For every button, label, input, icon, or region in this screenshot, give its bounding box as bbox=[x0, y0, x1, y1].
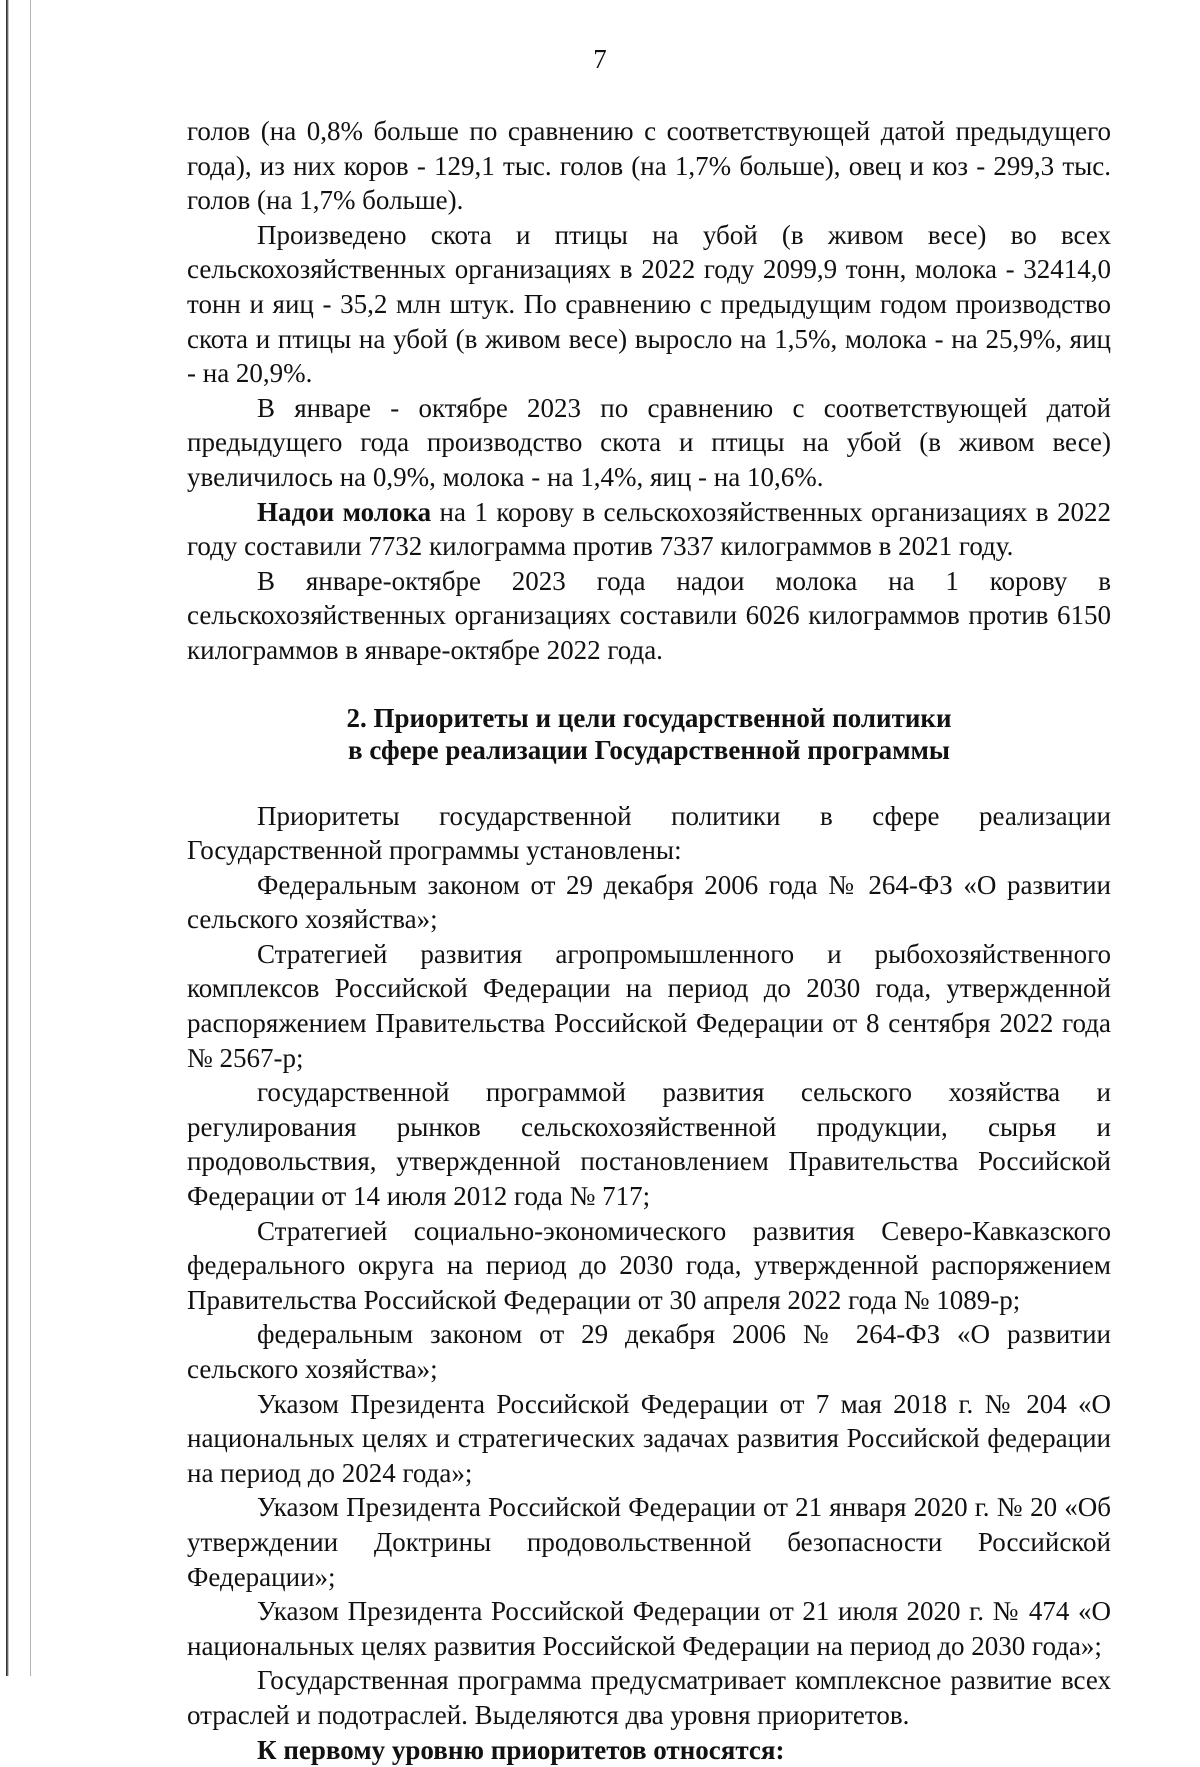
section-heading-line-1: 2. Приоритеты и цели государственной политики bbox=[187, 702, 1111, 734]
section-priorities-paragraphs bbox=[187, 799, 1111, 1767]
paragraph bbox=[187, 937, 1111, 1075]
paragraph-text: Произведено скота и птицы на убой (в живом весе) во всех сельскохозяйственных организациях в 2022 году 2099,9 тонн, молока - 32414,0 тонн и яиц - 35,2 млн штук. По сравнению с предыдущим годом производство скота и птицы на убой (в живом весе) выросло на 1,5%, молока - на 25,9%, яиц - на 20,9%. bbox=[187, 220, 1111, 388]
paragraph bbox=[187, 564, 1111, 668]
paragraph-text: государственной программой развития сельского хозяйства и регулирования рынков сельскохозяйственной продукции, сырья и продовольствия, утвержденной постановлением Правительства Российской Федерации от 14 июля 2012 года № 717; bbox=[187, 1077, 1111, 1211]
paragraph bbox=[187, 1317, 1111, 1386]
paragraph-text: Приоритеты государственной политики в сфере реализации Государственной программы установлены: bbox=[187, 801, 1111, 866]
paragraph bbox=[187, 1663, 1111, 1732]
paragraph-text: В январе-октябре 2023 года надои молока на 1 корову в сельскохозяйственных организациях составили 6026 килограммов против 6150 килограммов в январе-октябре 2022 года. bbox=[187, 566, 1111, 665]
document-body bbox=[187, 114, 1111, 1767]
paragraph bbox=[187, 218, 1111, 391]
paragraph-text: федеральным законом от 29 декабря 2006 № 264-ФЗ «О развитии сельского хозяйства»; bbox=[187, 1319, 1111, 1384]
paragraph-text: Указом Президента Российской Федерации от 21 января 2020 г. № 20 «Об утверждении Доктрины продовольственной безопасности Российской Федерации»; bbox=[187, 1492, 1111, 1591]
page-number: 7 bbox=[0, 44, 1200, 75]
paragraph bbox=[187, 868, 1111, 937]
section-heading bbox=[187, 702, 1111, 766]
paragraph bbox=[187, 495, 1111, 564]
paragraph-text: Стратегией развития агропромышленного и рыбохозяйственного комплексов Российской Федерации на период до 2030 года, утвержденной распоряжением Правительства Российской Федерации от 8 сентября 2022 года № 2567-р; bbox=[187, 939, 1111, 1073]
paragraph bbox=[187, 799, 1111, 868]
paragraph bbox=[187, 1214, 1111, 1318]
scan-edge bbox=[6, 0, 9, 1676]
paragraph bbox=[187, 1387, 1111, 1491]
paragraph-text: В январе - октябре 2023 по сравнению с соответствующей датой предыдущего года производство скота и птицы на убой (в живом весе) увеличилось на 0,9%, молока - на 1,4%, яиц - на 10,6%. bbox=[187, 393, 1111, 492]
paragraph bbox=[187, 1594, 1111, 1663]
paragraph bbox=[187, 1075, 1111, 1213]
section-intro-paragraphs bbox=[187, 114, 1111, 668]
paragraph-text: на 1 корову в сельскохозяйственных организациях в 2022 году составили 7732 килограмма против 7337 килограммов в 2021 году. bbox=[187, 497, 1111, 562]
paragraph-text: Указом Президента Российской Федерации от 7 мая 2018 г. № 204 «О национальных целях и стратегических задачах развития Российской федерации на период до 2024 года»; bbox=[187, 1389, 1111, 1488]
paragraph bbox=[187, 1490, 1111, 1594]
paragraph bbox=[187, 1733, 1111, 1767]
paragraph bbox=[187, 391, 1111, 495]
scan-edge-line bbox=[30, 0, 31, 1676]
section-heading-line-2: в сфере реализации Государственной программы bbox=[187, 734, 1111, 766]
paragraph bbox=[187, 114, 1111, 218]
paragraph-bold-lead: Надои молока bbox=[257, 497, 431, 527]
paragraph-text: Государственная программа предусматривает комплексное развитие всех отраслей и подотраслей. Выделяются два уровня приоритетов. bbox=[187, 1665, 1111, 1730]
paragraph-text: Федеральным законом от 29 декабря 2006 года № 264-ФЗ «О развитии сельского хозяйства»; bbox=[187, 870, 1111, 935]
paragraph-text: голов (на 0,8% больше по сравнению с соответствующей датой предыдущего года), из них коров - 129,1 тыс. голов (на 1,7% больше), овец и коз - 299,3 тыс. голов (на 1,7% больше). bbox=[187, 116, 1111, 215]
paragraph-text: Указом Президента Российской Федерации от 21 июля 2020 г. № 474 «О национальных целях развития Российской Федерации на период до 2030 года»; bbox=[187, 1596, 1111, 1661]
paragraph-text: Стратегией социально-экономического развития Северо-Кавказского федерального округа на период до 2030 года, утвержденной распоряжением Правительства Российской Федерации от 30 апреля 2022 года № 1089-р; bbox=[187, 1216, 1111, 1315]
paragraph-bold-lead: К первому уровню приоритетов относятся: bbox=[257, 1735, 785, 1765]
